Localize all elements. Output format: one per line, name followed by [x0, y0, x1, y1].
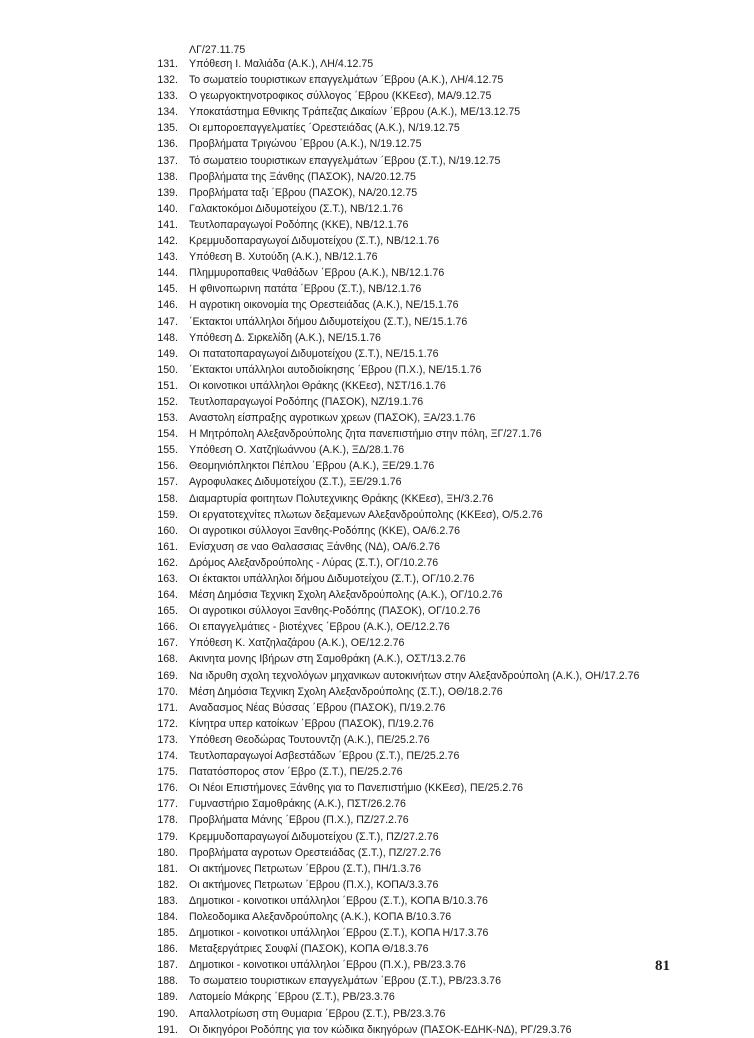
- entry-number: 139.: [157, 186, 178, 199]
- list-item: [140, 330, 740, 346]
- entry-number: 181.: [157, 862, 178, 875]
- list-item: [140, 684, 740, 700]
- list-item: [140, 957, 740, 973]
- entry-number: 177.: [157, 798, 178, 811]
- entry-text: Διαμαρτυρία φοιτητων Πολυτεχνικης Θράκης (ΚΚΕεσ), ΞΗ/3.2.76: [189, 492, 494, 505]
- list-item: [140, 426, 740, 442]
- entry-text: Πολεοδομικα Αλεξανδρούπολης (Α.Κ.), ΚΟΠΑ Β/10.3.76: [189, 910, 452, 923]
- entry-text: Απαλλοτρίωση στη Θυμαρια ΄Εβρου (Σ.Τ.), ΡΒ/23.3.76: [189, 1007, 446, 1020]
- entry-text: Οι εργατοτεχνίτες πλωτων δεξαμενων Αλεξανδρούπολης (ΚΚΕεσ), Ο/5.2.76: [189, 508, 543, 521]
- list-item: [140, 233, 740, 249]
- entry-number: 187.: [157, 959, 178, 972]
- list-item: [140, 635, 740, 651]
- entry-text: Να ιδρυθη σχολη τεχνολόγων μηχανικων αυτοκινήτων στην Αλεξανδρούπολη (Α.Κ.), ΟΗ/17.2.76: [189, 669, 640, 682]
- list-item: [140, 829, 740, 845]
- list-item: [140, 249, 740, 265]
- entry-number: 182.: [157, 878, 178, 891]
- list-item: [140, 297, 740, 313]
- entry-number: 151.: [157, 379, 178, 392]
- entry-number: 154.: [157, 428, 178, 441]
- list-item: [140, 861, 740, 877]
- list-item: [140, 56, 740, 72]
- entry-text: Αγροφυλακες Διδυμοτείχου (Σ.Τ.), ΞΕ/29.1.76: [189, 476, 402, 489]
- entry-number: 167.: [157, 637, 178, 650]
- entry-text: Οι έκτακτοι υπάλληλοι δήμου Διδυμοτείχου (Σ.Τ.), ΟΓ/10.2.76: [189, 573, 475, 585]
- entry-number: 186.: [157, 943, 178, 956]
- entry-number: 185.: [157, 927, 178, 940]
- list-item: [140, 973, 740, 989]
- entry-number: 132.: [157, 74, 178, 87]
- entry-text: Γυμναστήριο Σαμοθράκης (Α.Κ.), ΠΣΤ/26.2.76: [189, 798, 406, 811]
- entry-number: 155.: [157, 444, 178, 457]
- list-item: [140, 587, 740, 603]
- list-item: [140, 362, 740, 378]
- entry-text: Υπόθεση Ι. Μαλιάδα (Α.Κ.), ΛΗ/4.12.75: [189, 58, 374, 70]
- entry-number: 148.: [157, 331, 178, 344]
- list-item: [140, 764, 740, 780]
- entry-text: Προβλήματα της Ξάνθης (ΠΑΣΟΚ), ΝΑ/20.12.75: [189, 170, 416, 183]
- list-item: [140, 748, 740, 764]
- entry-text: Τευτλοπαραγωγοί Ροδόπης (ΠΑΣΟΚ), ΝΖ/19.1.76: [189, 395, 424, 408]
- entry-number: 134.: [157, 106, 178, 119]
- entry-number: 149.: [157, 347, 178, 360]
- entry-number: 160.: [157, 524, 178, 537]
- entry-text: Οι αγροτικοι σύλλογοι Ξανθης-Ροδόπης (ΠΑΣΟΚ), ΟΓ/10.2.76: [189, 605, 481, 618]
- entry-number: 153.: [157, 412, 178, 425]
- list-item: [140, 539, 740, 555]
- page-number: 81: [655, 958, 670, 974]
- entry-number: 135.: [157, 122, 178, 135]
- entry-text: Προβλήματα Μάνης ΄Εβρου (Π.Χ.), ΠΖ/27.2.76: [189, 814, 409, 827]
- entry-number: 156.: [157, 460, 178, 473]
- list-item: [140, 507, 740, 523]
- entry-number: 191.: [157, 1023, 178, 1036]
- entry-text: Κίνητρα υπερ κατοίκων ΄Εβρου (ΠΑΣΟΚ), Π/19.2.76: [189, 717, 434, 730]
- list-item: [140, 941, 740, 957]
- list-item: [140, 893, 740, 909]
- entry-number: 163.: [157, 573, 178, 585]
- list-item: [140, 555, 740, 571]
- list-item: [140, 523, 740, 539]
- entry-number: 137.: [157, 154, 178, 167]
- entry-text: Υπόθεση Θεοδώρας Τουτουντζη (Α.Κ.), ΠΕ/25.2.76: [189, 733, 430, 746]
- list-item: [140, 668, 740, 684]
- list-item: [140, 845, 740, 861]
- entry-text: Κρεμμυδοπαραγωγοί Διδυμοτείχου (Σ.Τ.), ΝΒ/12.1.76: [189, 235, 440, 248]
- entry-number: 172.: [157, 717, 178, 730]
- entry-number: 179.: [157, 830, 178, 843]
- entry-text: Οι Νέοι Επιστήμονες Ξάνθης για το Πανεπιστήμιο (ΚΚΕεσ), ΠΕ/25.2.76: [189, 782, 524, 795]
- entry-text: Αναδασμος Νέας Βύσσας ΄Εβρου (ΠΑΣΟΚ), Π/19.2.76: [189, 701, 446, 714]
- list-item: [140, 346, 740, 362]
- list-item: [140, 1022, 740, 1038]
- list-item: [140, 1006, 740, 1022]
- entry-number: 190.: [157, 1007, 178, 1020]
- entry-text: Οι ακτήμονες Πετρωτων ΄Εβρου (Σ.Τ.), ΠΗ/1.3.76: [189, 862, 422, 875]
- entry-number: 189.: [157, 991, 178, 1004]
- entry-text: Υποκατάστημα Εθνικης Τράπεζας Δικαίων ΄Εβρου (Α.Κ.), ΜΕ/13.12.75: [189, 106, 521, 119]
- list-item: [140, 571, 740, 587]
- entry-text: Γαλακτοκόμοι Διδυμοτείχου (Σ.Τ.), ΝΒ/12.1.76: [189, 202, 404, 215]
- entry-text: Προβλήματα αγροτων Ορεστειάδας (Σ.Τ.), ΠΖ/27.2.76: [189, 846, 441, 859]
- entry-number: 183.: [157, 894, 178, 907]
- entry-number: 184.: [157, 910, 178, 923]
- list-item: [140, 104, 740, 120]
- entry-number: 175.: [157, 766, 178, 779]
- entry-text: Υπόθεση Ο. Χατζηϊωάννου (Α.Κ.), ΞΔ/28.1.76: [189, 444, 405, 457]
- entry-text: Ενίσχυση σε ναο Θαλασσιας Ξάνθης (ΝΔ), ΟΑ/6.2.76: [189, 540, 440, 553]
- list-item: [140, 88, 740, 104]
- entry-text: Ακινητα μονης Ιβήρων στη Σαμοθράκη (Α.Κ.), ΟΣΤ/13.2.76: [189, 653, 466, 666]
- entry-text: Το σωματείο τουριστικων επαγγελμάτων ΄Εβρου (Α.Κ.), ΛΗ/4.12.75: [189, 74, 504, 87]
- entry-text: Πατατόσπορος στον ΄Εβρο (Σ.Τ.), ΠΕ/25.2.76: [189, 766, 403, 779]
- continuation-line: ΛΓ/27.11.75: [189, 44, 246, 56]
- entry-text: Μέση Δημόσια Τεχνικη Σχολη Αλεξανδρούπολης (Α.Κ.), ΟΓ/10.2.76: [189, 589, 503, 602]
- entry-number: 143.: [157, 251, 178, 264]
- entry-number: 173.: [157, 733, 178, 746]
- list-item: [140, 314, 740, 330]
- list-item: [140, 619, 740, 635]
- list-item: [140, 153, 740, 169]
- entry-number: 165.: [157, 605, 178, 618]
- entry-number: 157.: [157, 476, 178, 489]
- list-item: [140, 201, 740, 217]
- entry-number: 145.: [157, 283, 178, 296]
- entry-text: Δημοτικοι - κοινοτικοι υπάλληλοι ΄Εβρου (Π.Χ.), ΡΒ/23.3.76: [189, 959, 466, 972]
- entry-text: Δημοτικοι - κοινοτικοι υπάλληλοι ΄Εβρου (Σ.Τ.), ΚΟΠΑ Β/10.3.76: [189, 894, 488, 907]
- entry-text: Δημοτικοι - κοινοτικοι υπάλληλοι ΄Εβρου (Σ.Τ.), ΚΟΠΑ Η/17.3.76: [189, 927, 489, 940]
- list-item: [140, 925, 740, 941]
- list-item: [140, 474, 740, 490]
- list-item: [140, 812, 740, 828]
- list-item: [140, 989, 740, 1005]
- entry-number: 188.: [157, 975, 178, 988]
- list-item: [140, 120, 740, 136]
- entry-text: Οι πατατοπαραγωγοί Διδυμοτείχου (Σ.Τ.), ΝΕ/15.1.76: [189, 347, 439, 360]
- entry-text: Κρεμμυδοπαραγωγοί Διδυμοτείχου (Σ.Τ.), ΠΖ/27.2.76: [189, 830, 439, 843]
- entry-text: Η αγροτικη οικονομία της Ορεστειάδας (Α.Κ.), ΝΕ/15.1.76: [189, 299, 459, 312]
- entry-list: [140, 56, 740, 1038]
- list-item: [140, 796, 740, 812]
- list-item: [140, 732, 740, 748]
- entry-text: Υπόθεση Β. Χυτούδη (Α.Κ.), ΝΒ/12.1.76: [189, 251, 378, 264]
- list-item: [140, 72, 740, 88]
- entry-text: Προβλήματα Τριγώνου ΄Εβρου (Α.Κ.), Ν/19.12.75: [189, 138, 422, 151]
- entry-number: 161.: [157, 540, 178, 553]
- entry-number: 147.: [157, 315, 178, 328]
- entry-text: Οι αγροτικοι σύλλογοι Ξανθης-Ροδόπης (ΚΚΕ), ΟΑ/6.2.76: [189, 524, 460, 537]
- list-item: [140, 909, 740, 925]
- list-item: [140, 410, 740, 426]
- list-item: [140, 185, 740, 201]
- list-item: [140, 394, 740, 410]
- list-item: [140, 378, 740, 394]
- list-item: [140, 651, 740, 667]
- entry-number: 169.: [157, 669, 178, 682]
- entry-text: Μεταξεργάτριες Σουφλί (ΠΑΣΟΚ), ΚΟΠΑ Θ/18.3.76: [189, 943, 429, 956]
- list-item: [140, 491, 740, 507]
- list-item: [140, 169, 740, 185]
- list-item: [140, 217, 740, 233]
- entry-text: Πλημμυροπαθεις Ψαθάδων ΄Εβρου (Α.Κ.), ΝΒ/12.1.76: [189, 267, 445, 280]
- entry-text: Υπόθεση Δ. Σιρκελίδη (Α.Κ.), ΝΕ/15.1.76: [189, 331, 381, 344]
- list-item: [140, 603, 740, 619]
- entry-number: 158.: [157, 492, 178, 505]
- entry-text: ΄Εκτακτοι υπάλληλοι δήμου Διδυμοτείχου (Σ.Τ.), ΝΕ/15.1.76: [189, 315, 468, 328]
- entry-text: Λατομείο Μάκρης ΄Εβρου (Σ.Τ.), ΡΒ/23.3.76: [189, 991, 395, 1004]
- entry-text: ΄Εκτακτοι υπάλληλοι αυτοδιοίκησης ΄Εβρου (Π.Χ.), ΝΕ/15.1.76: [189, 363, 482, 376]
- entry-number: 168.: [157, 653, 178, 666]
- entry-text: Το σωματειο τουριστικων επαγγελμάτων ΄Εβρου (Σ.Τ.), ΡΒ/23.3.76: [189, 975, 501, 988]
- entry-number: 138.: [157, 170, 178, 183]
- entry-number: 170.: [157, 685, 178, 698]
- entry-text: Οι εμποροεπαγγελματίες ΄Ορεστειάδας (Α.Κ.), Ν/19.12.75: [189, 122, 460, 135]
- entry-text: Υπόθεση Κ. Χατζηλαζάρου (Α.Κ.), ΟΕ/12.2.76: [189, 637, 405, 650]
- entry-number: 162.: [157, 556, 178, 569]
- entry-number: 150.: [157, 363, 178, 376]
- entry-text: Οι ακτήμονες Πετρωτων ΄Εβρου (Π.Χ.), ΚΟΠΑ/3.3.76: [189, 878, 439, 891]
- entry-number: 144.: [157, 267, 178, 280]
- entry-number: 159.: [157, 508, 178, 521]
- list-item: [140, 700, 740, 716]
- entry-text: Αναστολη είσπραξης αγροτικων χρεων (ΠΑΣΟΚ), ΞΑ/23.1.76: [189, 412, 476, 425]
- entry-text: Τό σωματειο τουριστικων επαγγελμάτων ΄Εβρου (Σ.Τ.), Ν/19.12.75: [189, 154, 501, 167]
- entry-text: Μέση Δημόσια Τεχνικη Σχολη Αλεξανδρούπολης (Σ.Τ.), ΟΘ/18.2.76: [189, 685, 503, 698]
- entry-text: Η φθινοπωρινη πατάτα ΄Εβρου (Σ.Τ.), ΝΒ/12.1.76: [189, 283, 422, 296]
- entry-number: 142.: [157, 235, 178, 248]
- entry-number: 136.: [157, 138, 178, 151]
- list-item: [140, 442, 740, 458]
- entry-text: Η Μητρόπολη Αλεξανδρούπολης ζητα πανεπιστήμιο στην πόλη, ΞΓ/27.1.76: [189, 428, 542, 441]
- entry-number: 176.: [157, 782, 178, 795]
- entry-number: 171.: [157, 701, 178, 714]
- entry-text: Τευτλοπαραγωγοί Ασβεστάδων ΄Εβρου (Σ.Τ.), ΠΕ/25.2.76: [189, 750, 460, 763]
- entry-text: Οι επαγγελμάτιες - βιοτέχνες ΄Εβρου (Α.Κ.), ΟΕ/12.2.76: [189, 621, 450, 634]
- list-item: [140, 458, 740, 474]
- list-item: [140, 136, 740, 152]
- list-item: [140, 877, 740, 893]
- entry-text: Τευτλοπαραγωγοί Ροδόπης (ΚΚΕ), ΝΒ/12.1.76: [189, 218, 409, 231]
- entry-text: Δρόμος Αλεξανδρούπολης - Λύρας (Σ.Τ.), ΟΓ/10.2.76: [189, 556, 439, 569]
- entry-number: 166.: [157, 621, 178, 634]
- entry-number: 133.: [157, 90, 178, 103]
- entry-text: Οι δικηγόροι Ροδόπης για τον κώδικα δικηγόρων (ΠΑΣΟΚ-ΕΔΗΚ-ΝΔ), ΡΓ/29.3.76: [189, 1023, 572, 1036]
- entry-number: 141.: [157, 218, 178, 231]
- entry-number: 180.: [157, 846, 178, 859]
- list-item: [140, 716, 740, 732]
- list-item: [140, 780, 740, 796]
- entry-number: 131.: [157, 58, 178, 70]
- entry-number: 152.: [157, 395, 178, 408]
- entry-number: 164.: [157, 589, 178, 602]
- entry-text: Θεομηνιόπληκτοι Πέπλου ΄Εβρου (Α.Κ.), ΞΕ/29.1.76: [189, 460, 435, 473]
- list-item: [140, 265, 740, 281]
- entry-text: Οι κοινοτικοι υπάλληλοι Θράκης (ΚΚΕεσ), ΝΣΤ/16.1.76: [189, 379, 446, 392]
- entry-text: Ο γεωργοκτηνοτροφικος σύλλογος ΄Εβρου (ΚΚΕεσ), ΜΑ/9.12.75: [189, 90, 492, 103]
- entry-text: Προβλήματα ταξι ΄Εβρου (ΠΑΣΟΚ), ΝΑ/20.12.75: [189, 186, 418, 199]
- entry-number: 174.: [157, 750, 178, 763]
- entry-number: 140.: [157, 202, 178, 215]
- entry-number: 146.: [157, 299, 178, 312]
- entry-number: 178.: [157, 814, 178, 827]
- list-item: [140, 281, 740, 297]
